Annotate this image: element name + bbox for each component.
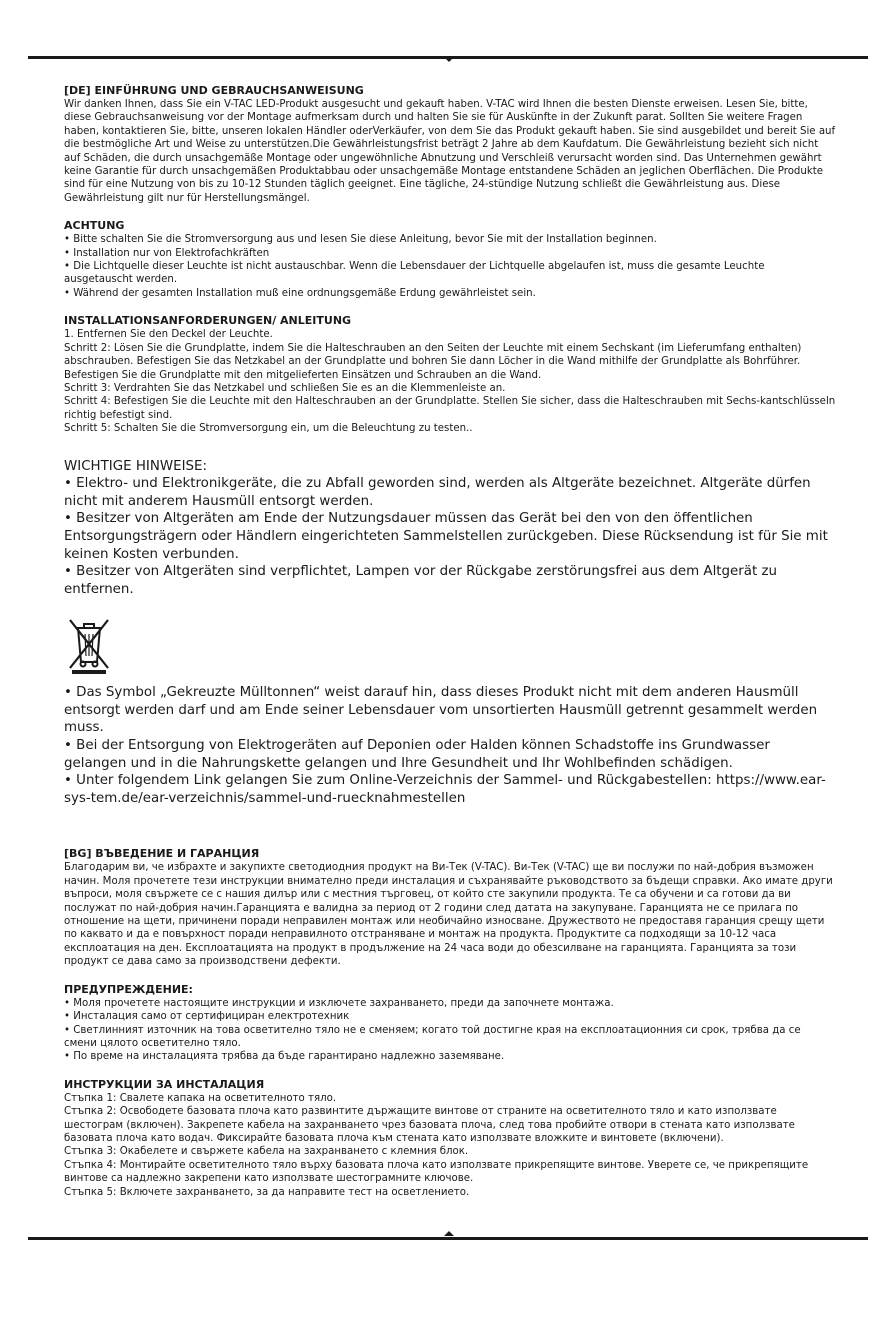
crossed-bin-icon — [66, 616, 112, 674]
de-install-section — [64, 314, 836, 435]
bg-intro-text: Благодарим ви, че избрахте и закупихте светодиодния продукт на Ви-Тек (V-TAC). Ви-Тек (V-TAC) ще ви послужи по най-добрия възможен начин. Моля прочетете тези инструкции внимателно преди инсталация и съхранявайте ръководството за бъдещи справки. Ако имате други въпроси, моля свържете се с нашия дилър или с местния търговец, от който сте закупили продукта. Те са обучени и са готови да ви послужат по най-добрия начин.Гаранцията е валидна за период от 2 години след датата на закупуване. Гаранцията не се прилага по отношение на щети, причинени поради неправилен монтаж или необичайно износване. Дружеството не предоставя гаранция срещу щети по каквато и да е повърхност поради неправилното отстраняване и монтаж на продукта. Продуктите са подходящи за 10-12 часа експлоатация на ден. Експлоатацията на продукт в продължение на 24 часа води до обезсилване на гаранцията. Гаранцията за този продукт се дава само за производствени дефекти. — [64, 862, 833, 968]
bg-warning-section — [64, 983, 836, 1064]
de-weee-section — [64, 684, 836, 807]
de-weee-item: • Das Symbol „Gekreuzte Mülltonnen“ weist darauf hin, dass dieses Produkt nicht mit dem anderen Hausmüll entsorgt werden darf und am Ende seiner Lebensdauer vom unsortierten Hausmüll getrennt gesammelt werden muss. — [64, 685, 818, 736]
bg-intro-section — [64, 847, 836, 968]
de-notes-item: • Elektro- und Elektronikgeräte, die zu Abfall geworden sind, werden als Altgeräte bezeichnet. Altgeräte dürfen nicht mit anderem Hausmüll entsorgt werden. — [64, 476, 811, 509]
de-install-step: Schritt 5: Schalten Sie die Stromversorgung ein, um die Beleuchtung zu testen.. — [64, 423, 473, 435]
de-warning-title: ACHTUNG — [64, 219, 125, 233]
de-notes-title: WICHTIGE HINWEISE: — [64, 458, 207, 474]
bg-install-step: Стъпка 2: Освободете базовата плоча като развинтите държащите винтове от страните на осветителното тяло и като използвате шестограм (включен). Закрепете кабела на захранването чрез базовата плоча, след това пробийте отвори в стената като използвате базовата плоча като водач. Фиксирайте базовата плоча към стената като използвате вложките и винтовете (включени). — [64, 1106, 795, 1144]
de-warning-item: • Während der gesamten Installation muß eine ordnungsgemäße Erdung gewährleistet sein. — [64, 287, 536, 299]
de-install-title: INSTALLATIONSANFORDERUNGEN/ ANLEITUNG — [64, 314, 352, 328]
bg-install-title: ИНСТРУКЦИИ ЗА ИНСТАЛАЦИЯ — [64, 1077, 265, 1091]
bg-warning-item: • Моля прочетете настоящите инструкции и изключете захранването, преди да започнете монтажа. — [64, 997, 614, 1009]
de-install-step: Schritt 3: Verdrahten Sie das Netzkabel und schließen Sie es an die Klemmenleiste an. — [64, 382, 506, 394]
de-weee-item: • Unter folgendem Link gelangen Sie zum Online-Verzeichnis der Sammel- und Rückgabestellen: https://www.ear-sys-tem.de/ear-verzeichnis/sammel-und-ruecknahmestellen — [64, 773, 826, 806]
document-body — [64, 84, 836, 1213]
de-warning-item: • Bitte schalten Sie die Stromversorgung aus und lesen Sie diese Anleitung, bevor Sie mit der Installation beginnen. — [64, 234, 657, 246]
bg-intro-title: [BG] ВЪВЕДЕНИЕ И ГАРАНЦИЯ — [64, 847, 260, 861]
de-notes-item: • Besitzer von Altgeräten am Ende der Nutzungsdauer müssen das Gerät bei den von den öffentlichen Entsorgungsträgern oder Händlern eingerichteten Sammelstellen zurückgeben. Diese Rücksendung ist für Sie mit keinen Kosten verbunden. — [64, 511, 828, 562]
bg-install-step: Стъпка 3: Окабелете и свържете кабела на захранването с клемния блок. — [64, 1146, 469, 1158]
de-warning-item: • Die Lichtquelle dieser Leuchte ist nicht austauschbar. Wenn die Lebensdauer der Lichtquelle abgelaufen ist, muss die gesamte Leuchte ausgetauscht werden. — [64, 261, 765, 286]
bg-install-step: Стъпка 1: Свалете капака на осветителното тяло. — [64, 1092, 337, 1104]
top-divider-notch — [444, 57, 454, 62]
de-weee-item: • Bei der Entsorgung von Elektrogeräten auf Deponien oder Halden können Schadstoffe ins Grundwasser gelangen und in die Nahrungskette gelangen und Ihre Gesundheit und Ihr Wohlbefinden schädigen. — [64, 738, 770, 771]
bottom-divider — [28, 1237, 868, 1240]
de-notes-section — [64, 458, 836, 599]
de-warning-item: • Installation nur von Elektrofachkräften — [64, 247, 270, 259]
bg-warning-title: ПРЕДУПРЕЖДЕНИЕ: — [64, 982, 193, 996]
bg-warning-item: • По време на инсталацията трябва да бъде гарантирано надлежно заземяване. — [64, 1051, 505, 1063]
de-install-step: 1. Entfernen Sie den Deckel der Leuchte. — [64, 329, 273, 341]
bg-install-step: Стъпка 4: Монтирайте осветителното тяло върху базовата плоча като използвате прикрепящите винтове. Уверете се, че прикрепящите винтове са надлежно закрепени като използвате шестограмните ключове. — [64, 1159, 809, 1185]
de-intro-text: Wir danken Ihnen, dass Sie ein V-TAC LED-Produkt ausgesucht und gekauft haben. V-TAC wird Ihnen die besten Dienste erweisen. Lesen Sie, bitte, diese Gebrauchsanweisung vor der Montage aufmerksam durch und halten Sie sie für Auskünfte in der Zukunft parat. Sollten Sie weitere Fragen haben, kontaktieren Sie, bitte, unseren lokalen Händler oderVerkäufer, von dem Sie das Produkt gekauft haben. Sie sind ausgebildet und bereit Sie auf die bestmögliche Art und Weise zu unterstützen.Die Gewährleistungsfrist beträgt 2 Jahre ab dem Kaufdatum. Die Gewährleistung bezieht sich nicht auf Schäden, die durch unsachgemäße Montage oder ungewöhnliche Abnutzung und Verschleiß verursacht worden sind. Das Unternehmen gewährt keine Garantie für durch unsachgemäßen Produktabbau oder unsachgemäße Montage entstandene Schäden an jeglichen Oberflächen. Die Produkte sind für eine Nutzung von bis zu 10-12 Stunden täglich geeignet. Eine tägliche, 24-stündige Nutzung schließt die Gewährleistung aus. Diese Gewährleistung gilt nur für Herstellungsmängel. — [64, 99, 836, 204]
bottom-divider-notch — [444, 1231, 454, 1236]
de-warning-section — [64, 219, 836, 300]
bg-warning-item: • Инсталация само от сертифициран електротехник — [64, 1011, 350, 1023]
top-divider — [28, 56, 868, 59]
bg-warning-item: • Светлинният източник на това осветително тяло не е сменяем; когато той достигне края на експлоатационния си срок, трябва да се смени цялото осветително тяло. — [64, 1024, 801, 1049]
de-install-step: Schritt 4: Befestigen Sie die Leuchte mit den Halteschrauben an der Grundplatte. Stellen Sie sicher, dass die Halteschrauben mit Sechs-kantschlüsseln richtig befestigt sind. — [64, 396, 836, 421]
bg-install-section — [64, 1078, 836, 1199]
de-intro-title: [DE] EINFÜHRUNG UND GEBRAUCHSANWEISUNG — [64, 84, 364, 97]
de-install-step: Schritt 2: Lösen Sie die Grundplatte, indem Sie die Halteschrauben an den Seiten der Leuchte mit einem Sechskant (im Lieferumfang enthalten) abschrauben. Befestigen Sie das Netzkabel an der Grundplatte und bohren Sie dann Löcher in die Wand mithilfe der Grundplatte als Bohrführer. Befestigen Sie die Grundplatte mit den mitgelieferten Einsätzen und Schrauben an die Wand. — [64, 342, 802, 381]
de-intro-section — [64, 84, 836, 205]
de-notes-item: • Besitzer von Altgeräten sind verpflichtet, Lampen vor der Rückgabe zerstörungsfrei aus dem Altgerät zu entfernen. — [64, 564, 778, 597]
bg-install-step: Стъпка 5: Включете захранването, за да направите тест на осветлението. — [64, 1186, 470, 1198]
